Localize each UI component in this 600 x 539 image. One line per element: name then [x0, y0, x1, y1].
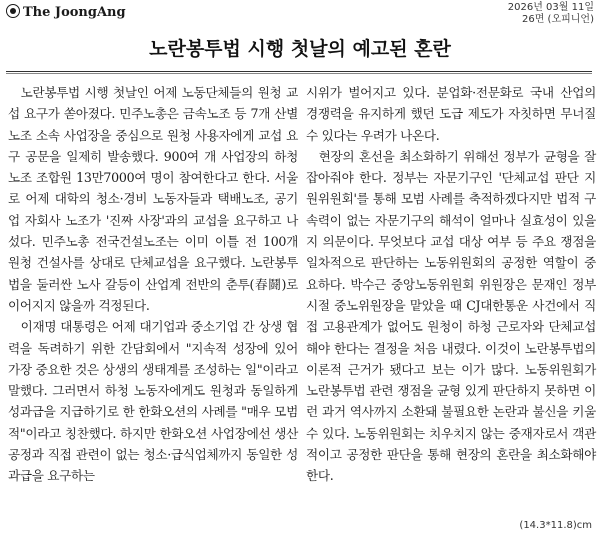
article-size-note: (14.3*11.8)cm	[519, 520, 592, 531]
headline-divider-secondary	[6, 73, 592, 74]
masthead	[0, 0, 600, 28]
logo-text: The JoongAng	[23, 5, 126, 20]
article-column-left	[8, 82, 298, 512]
article-headline: 노란봉투법 시행 첫날의 예고된 혼란	[149, 38, 451, 60]
article-body	[8, 82, 596, 512]
paragraph: 시위가 벌어지고 있다. 분업화·전문화로 국내 산업의 경쟁력을 유지하게 했던 도급 제도가 자칫하면 무너질 수 있다는 우려가 나온다.	[306, 85, 596, 143]
logo-mark-icon	[6, 4, 20, 18]
publish-date: 2026년 03월 11일	[507, 2, 594, 13]
paragraph: 노란봉투법 시행 첫날인 어제 노동단체들의 원청 교섭 요구가 쏟아졌다. 민주노총은 금속노조 등 7개 산별노조 소속 사업장을 중심으로 원청 사용자에게 교섭 요구 공문을 일제히 발송했다. 900여 개 사업장의 하청 노조 조합원 13만7000여 명이 참여한다고 한다. 서울로 어제 대학의 청소·경비 노동자들과 택배노조, 공기업 자회사 노조가 '진짜 사장'과의 교섭을 요구하고 나섰다. 민주노총 전국건설노조는 이미 이틀 전 100개 원청 건설사를 상대로 단체교섭을 요구했다. 노란봉투법을 둘러싼 노사 갈등이 산업계 전반의 춘투(春鬪)로 이어지지 않을까 걱정된다.	[8, 85, 298, 313]
headline-divider	[6, 71, 592, 72]
paragraph: 이재명 대통령은 어제 대기업과 중소기업 간 상생 협력을 독려하기 위한 간담회에서 "지속적 성장에 있어 가장 중요한 것은 상생의 생태계를 조성하는 일"이라고 말했다. 그러면서 하청 노동자에게도 원청과 동일하게 성과급을 지급하기로 한 한화오션의 사례를 "매우 모범적"이라고 칭찬했다. 하지만 한화오션 사업장에선 생산 공정과 직접 관련이 없는 청소·급식업체까지 동일한 성과급을 요구하는	[8, 319, 298, 484]
newspaper-logo	[6, 4, 126, 20]
article-column-right	[306, 82, 596, 512]
paragraph: 현장의 혼선을 최소화하기 위해선 정부가 균형을 잘 잡아줘야 한다. 정부는 자문기구인 '단체교섭 판단 지원위원회'를 통해 모범 사례를 축적하겠다지만 법적 구속력이 없는 자문기구의 해석이 얼마나 실효성이 있을지 의문이다. 무엇보다 교섭 대상 여부 등 주요 쟁점을 일차적으로 판단하는 노동위원회의 공정한 역할이 중요하다. 박수근 중앙노동위원회 위원장은 문재인 정부 시절 중노위원장을 맡았을 때 CJ대한통운 사건에서 직접 고용관계가 없어도 원청이 하청 근로자와 단체교섭해야 한다는 결정을 처음 내렸다. 이것이 노란봉투법의 이론적 근거가 됐다고 보는 이가 많다. 노동위원회가 노란봉투법 관련 쟁점을 균형 있게 판단하지 못하면 이런 과거 역사까지 소환돼 불필요한 논란과 불신을 키울 수 있다. 노동위원회는 치우치지 않는 중재자로서 객관적이고 공정한 판단을 통해 현장의 혼란을 최소화해야 한다.	[306, 148, 596, 484]
dateline	[508, 2, 594, 26]
page-number: 26면 (오피니언)	[521, 14, 594, 25]
